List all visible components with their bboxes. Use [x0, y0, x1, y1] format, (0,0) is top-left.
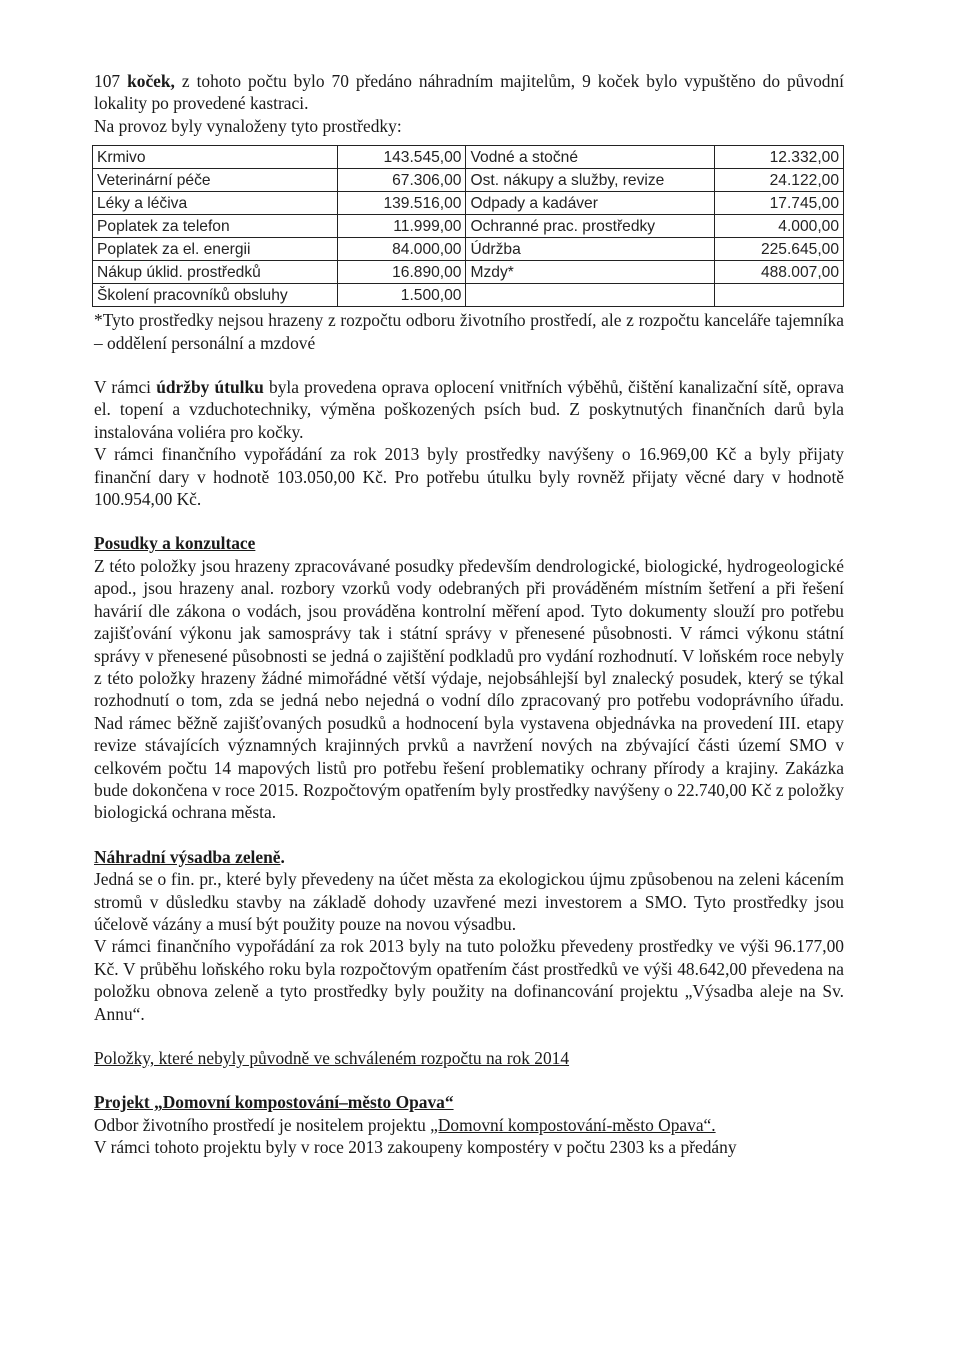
nahradni-heading: Náhradní výsadba zeleně [94, 846, 281, 867]
cost-item-amount: 84.000,00 [337, 238, 466, 261]
cost-item-amount: 16.890,00 [337, 261, 466, 284]
intro-text: 107 [94, 71, 128, 91]
nahradni-heading-suffix: . [280, 846, 285, 867]
cost-item-amount: 24.122,00 [715, 169, 844, 192]
cost-item-amount: 67.306,00 [337, 169, 466, 192]
cost-item-name: Vodné a stočné [466, 146, 715, 169]
cost-item-name: Léky a léčiva [93, 192, 338, 215]
intro-bold: koček, [127, 71, 175, 91]
posudky-heading: Posudky a konzultace [94, 533, 256, 554]
cost-item-name: Poplatek za el. energii [93, 238, 338, 261]
costs-row [93, 284, 844, 307]
projekt-name: „Domovní kompostování-město Opava“. [430, 1114, 716, 1135]
costs-row [93, 169, 844, 192]
cost-item-name: Nákup úklid. prostředků [93, 261, 338, 284]
cost-item-name: Mzdy* [466, 261, 715, 284]
costs-row [93, 146, 844, 169]
cost-item-amount: 12.332,00 [715, 146, 844, 169]
costs-row [93, 261, 844, 284]
intro-paragraph [94, 70, 844, 115]
costs-row [93, 238, 844, 261]
costs-row [93, 192, 844, 215]
maintenance-text-rest: byla provedena oprava oplocení vnitřních výběhů, čištění kanalizační sítě, oprava el. topení a vzduchotechniky, výměna poškozených psích bud. Z poskytnutých finančních darů byla instalována voliéra pro kočky. [94, 377, 844, 442]
polozky-heading: Položky, které nebyly původně ve schváleném rozpočtu na rok 2014 [94, 1048, 570, 1068]
maintenance-paragraph [94, 376, 844, 443]
nahradni-paragraph-2: V rámci finančního vypořádání za rok 2013 byly na tuto položku převedeny prostředky ve výši 96.177,00 Kč. V průběhu loňského roku byla rozpočtovým opatřením část prostředků ve výši 48.642,00 převedena na položku obnova zeleně a tyto prostředky byly použity na dofinancování projektu „Výsadba aleje na Sv. Annu“. [94, 936, 844, 1024]
cost-item-amount: 11.999,00 [337, 215, 466, 238]
cost-item-name: Ost. nákupy a služby, revize [466, 169, 715, 192]
intro-text-rest: z tohoto počtu bylo 70 předáno náhradním majitelům, 9 koček bylo vypuštěno do původní lokality po provedené kastraci. [94, 71, 844, 114]
cost-item-amount: 17.745,00 [715, 192, 844, 215]
cost-item-name: Krmivo [93, 146, 338, 169]
intro-line2: Na provoz byly vynaloženy tyto prostředky: [94, 115, 402, 136]
cost-item-name: Údržba [466, 238, 715, 261]
costs-footnote: *Tyto prostředky nejsou hrazeny z rozpočtu odboru životního prostředí, ale z rozpočtu kanceláře tajemníka – oddělení personální a mzdové [94, 310, 844, 353]
cost-item-name: Odpady a kadáver [466, 192, 715, 215]
cost-item-name: Poplatek za telefon [93, 215, 338, 238]
cost-item-amount: 139.516,00 [337, 192, 466, 215]
cost-item-name: Ochranné prac. prostředky [466, 215, 715, 238]
costs-row [93, 215, 844, 238]
maintenance-bold: údržby útulku [156, 377, 264, 398]
maintenance-paragraph-2: V rámci finančního vypořádání za rok 2013 byly prostředky navýšeny o 16.969,00 Kč a byly přijaty finanční dary v hodnotě 103.050,00 Kč. Pro potřebu útulku byly rovněž přijaty věcné dary v hodnotě 100.954,00 Kč. [94, 444, 844, 510]
document-page [94, 70, 844, 1159]
cost-item-name: Školení pracovníků obsluhy [93, 284, 338, 307]
empty-cell [715, 284, 844, 307]
posudky-paragraph: Z této položky jsou hrazeny zpracovávané posudky především dendrologické, biologické, hydrogeologické apod., jsou hrazeny anal. rozbory vzorků vody odebraných při prováděném místním šetření a při řešení havárií dle zákona o vodách, jsou prováděna kontrolní měření apod. Tyto dokumenty slouží pro potřebu zajišťování výkonu jak samosprávy tak i státní správy v přenesené působnosti. V rámci výkonu státní správy v přenesené působnosti se jedná o zajištění podkladů pro vydání rozhodnutí. V loňském roce nebyly z této položky hrazeny žádné mimořádné větší výdaje, nejobsáhlejší byl znalecký posudek, který se týkal rozhodnutí o tom, zda se jedná nebo nejedná o vodní dílo zpracovaný pro potřebu vodoprávního úřadu. Nad rámec běžně zajišťovaných posudků a hodnocení byla vystavena objednávka na provedení III. etapy revize stávajících významných krajinných prvků a navržení nových na zbývající části území SMO v celkovém počtu 14 mapových listů pro potřebu řešení problematiky ochrany přírody a krajiny. Zakázka bude dokončena v roce 2015. Rozpočtovým opatřením byly prostředky navýšeny o 22.740,00 Kč z položky biologická ochrana města. [94, 555, 844, 823]
cost-item-amount: 488.007,00 [715, 261, 844, 284]
cost-item-amount: 1.500,00 [337, 284, 466, 307]
costs-table [92, 145, 844, 307]
cost-item-amount: 143.545,00 [337, 146, 466, 169]
maintenance-text: V rámci [94, 377, 157, 398]
nahradni-paragraph-1: Jedná se o fin. pr., které byly převedeny na účet města za ekologickou újmu způsobenou na zeleni kácením stromů v důsledku stavby na základě dohody uzavřené mezi investorem a SMO. Tyto prostředky jsou účelově vázány a musí být použity pouze na novou výsadbu. [94, 869, 844, 934]
cost-item-amount: 4.000,00 [715, 215, 844, 238]
cost-item-amount: 225.645,00 [715, 238, 844, 261]
projekt-paragraph-1 [94, 1114, 844, 1136]
projekt-heading: Projekt „Domovní kompostování–město Opava“ [94, 1092, 454, 1113]
empty-cell [466, 284, 715, 307]
cost-item-name: Veterinární péče [93, 169, 338, 192]
projekt-text: Odbor životního prostředí je nositelem projektu [94, 1114, 431, 1135]
projekt-paragraph-2: V rámci tohoto projektu byly v roce 2013 zakoupeny kompostéry v počtu 2303 ks a předány [94, 1137, 737, 1158]
